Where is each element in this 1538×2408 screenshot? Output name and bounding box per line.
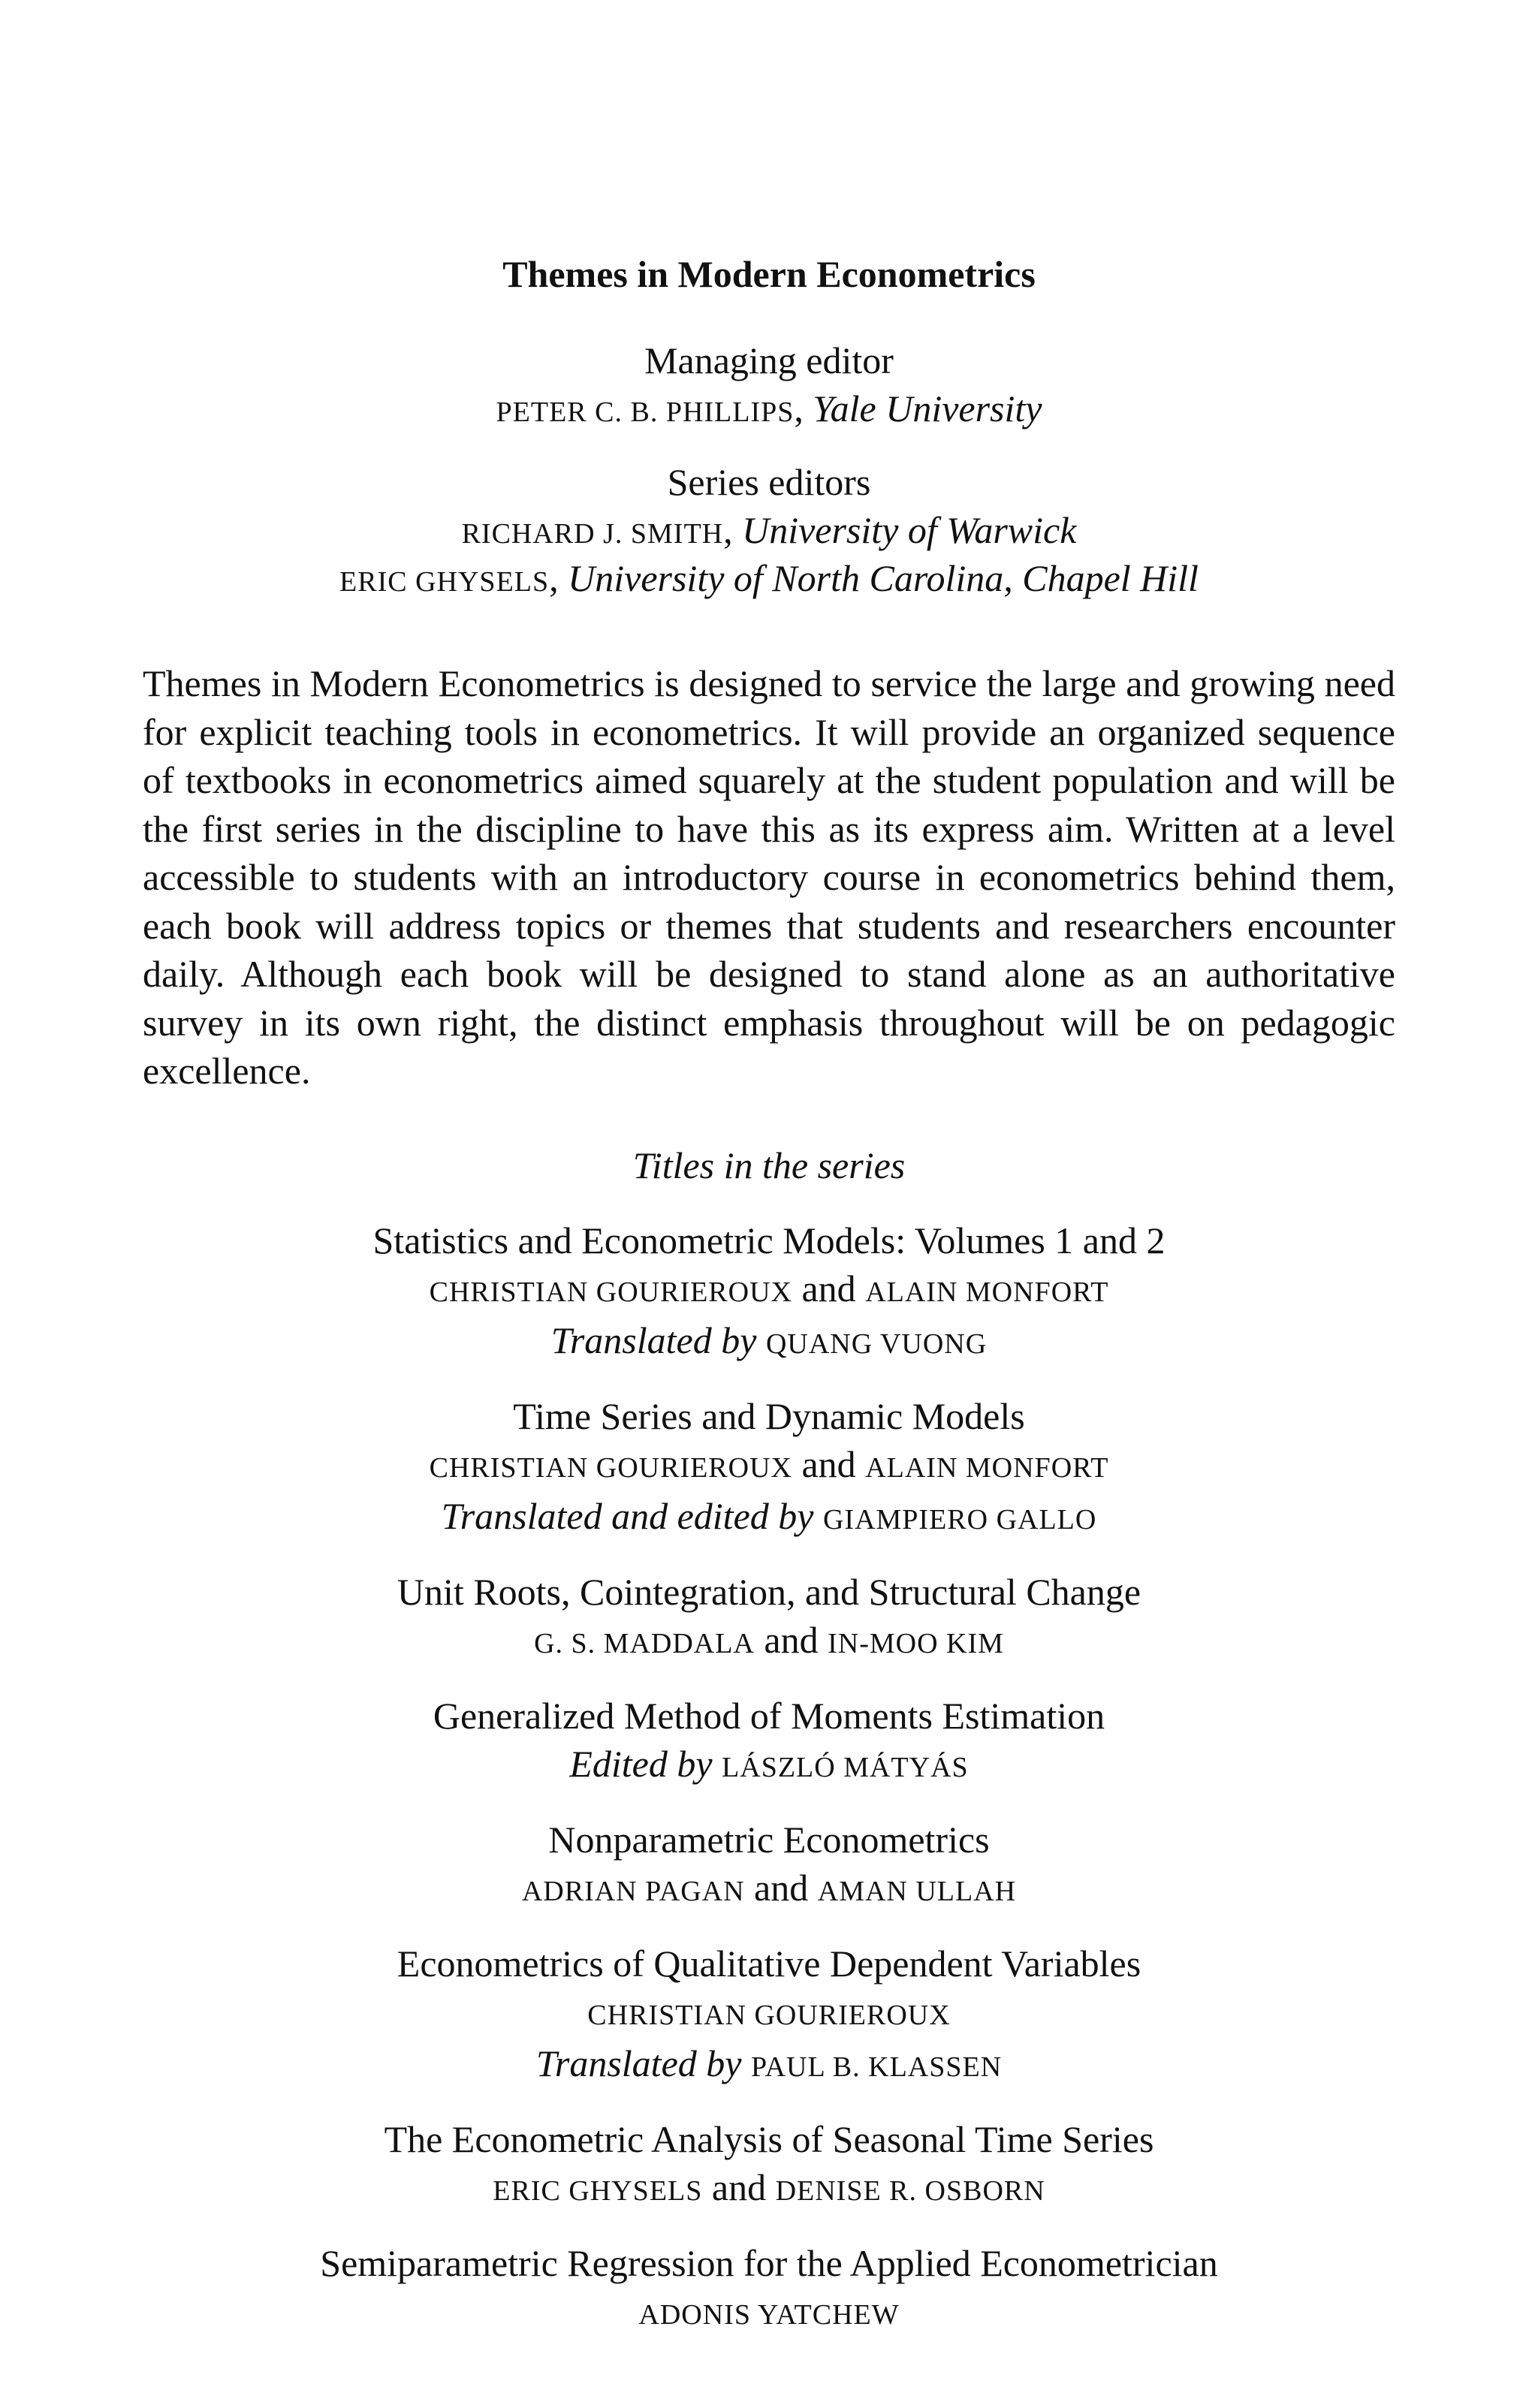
series-title: Themes in Modern Econometrics xyxy=(502,253,1036,295)
book-credit xyxy=(0,2039,1538,2091)
credit-label: Translated by xyxy=(535,2042,742,2084)
series-editor-affiliation: University of North Carolina, Chapel Hill xyxy=(568,557,1199,599)
book-title: Time Series and Dynamic Models xyxy=(513,1395,1025,1437)
author-name: ADRIAN PAGAN xyxy=(521,1876,745,1907)
book-authors xyxy=(0,2163,1538,2215)
book-entry xyxy=(0,1392,1538,1544)
credit-name: LÁSZLÓ MÁTYÁS xyxy=(722,1752,969,1783)
book-title: Semiparametric Regression for the Applied Econometrician xyxy=(320,2242,1218,2284)
author-name: ADONIS YATCHEW xyxy=(638,2299,900,2331)
book-entry xyxy=(0,1939,1538,2091)
book-entry xyxy=(0,2239,1538,2339)
series-editor: ERIC GHYSELS, University of North Carolina, Chapel Hill xyxy=(339,557,1199,599)
book-title: Nonparametric Econometrics xyxy=(548,1819,990,1861)
book-title: Econometrics of Qualitative Dependent Variables xyxy=(397,1942,1141,1985)
book-list xyxy=(0,1216,1538,2363)
author-name: ALAIN MONFORT xyxy=(865,1276,1109,1308)
managing-editor-label: Managing editor xyxy=(644,339,894,381)
author-name: ALAIN MONFORT xyxy=(865,1452,1109,1484)
book-authors xyxy=(0,1440,1538,1492)
managing-editor: PETER C. B. PHILLIPS, Yale University xyxy=(496,387,1042,429)
book-entry xyxy=(0,1568,1538,1668)
author-name: ERIC GHYSELS xyxy=(493,2175,703,2207)
book-authors xyxy=(0,2287,1538,2339)
book-title: Unit Roots, Cointegration, and Structural Change xyxy=(397,1571,1141,1613)
titles-heading: Titles in the series xyxy=(632,1144,906,1186)
series-editor-affiliation: University of Warwick xyxy=(742,509,1077,551)
author-name: AMAN ULLAH xyxy=(817,1876,1017,1907)
credit-name: QUANG VUONG xyxy=(765,1328,988,1360)
author-name: G. S. MADDALA xyxy=(534,1628,755,1659)
author-name: CHRISTIAN GOURIEROUX xyxy=(429,1452,792,1484)
author-name: CHRISTIAN GOURIEROUX xyxy=(587,2000,951,2031)
author-name: DENISE R. OSBORN xyxy=(775,2175,1045,2207)
author-name: CHRISTIAN GOURIEROUX xyxy=(429,1276,792,1308)
book-entry xyxy=(0,2115,1538,2215)
credit-name: GIAMPIERO GALLO xyxy=(822,1504,1097,1536)
book-authors xyxy=(0,1988,1538,2039)
managing-editor-name: PETER C. B. PHILLIPS xyxy=(496,396,795,428)
book-entry xyxy=(0,1692,1538,1792)
author-name: IN-MOO KIM xyxy=(828,1628,1004,1659)
book-title: The Econometric Analysis of Seasonal Time Series xyxy=(384,2118,1154,2160)
series-editors-label: Series editors xyxy=(667,461,871,503)
series-editor-name: RICHARD J. SMITH xyxy=(461,518,724,550)
author-conjunction: and xyxy=(764,1619,819,1661)
credit-name: PAUL B. KLASSEN xyxy=(750,2051,1003,2083)
book-title: Generalized Method of Moments Estimation xyxy=(433,1695,1105,1737)
credit-label: Translated and edited by xyxy=(441,1495,814,1537)
book-authors xyxy=(0,1864,1538,1915)
book-credit xyxy=(0,1740,1538,1792)
author-conjunction: and xyxy=(801,1443,856,1485)
book-credit xyxy=(0,1316,1538,1368)
author-conjunction: and xyxy=(801,1267,856,1309)
book-title: Statistics and Econometric Models: Volumes 1 and 2 xyxy=(372,1219,1166,1261)
book-entry xyxy=(0,1816,1538,1915)
book-entry xyxy=(0,1216,1538,1368)
series-editor: RICHARD J. SMITH, University of Warwick xyxy=(461,509,1077,551)
author-conjunction: and xyxy=(711,2166,767,2208)
series-editor-name: ERIC GHYSELS xyxy=(339,566,550,598)
series-description: Themes in Modern Econometrics is designed to service the large and growing need for explicit teaching tools in econometrics. It will provide an organized sequence of textbooks in econometrics aimed squarely at the student population and will be the first series in the discipline to have this as its express aim. Written at a level accessible to students with an introductory course in econometrics behind them, each book will address topics or themes that students and researchers encounter daily. Although each book will be designed to stand alone as an authoritative survey in its own right, the distinct emphasis throughout will be on pedagogic excellence. xyxy=(143,662,1395,1092)
book-authors xyxy=(0,1616,1538,1668)
author-conjunction: and xyxy=(754,1867,809,1909)
credit-label: Edited by xyxy=(569,1743,713,1785)
credit-label: Translated by xyxy=(550,1319,757,1361)
book-authors xyxy=(0,1264,1538,1316)
book-credit xyxy=(0,1492,1538,1544)
managing-editor-affiliation: Yale University xyxy=(813,387,1042,429)
